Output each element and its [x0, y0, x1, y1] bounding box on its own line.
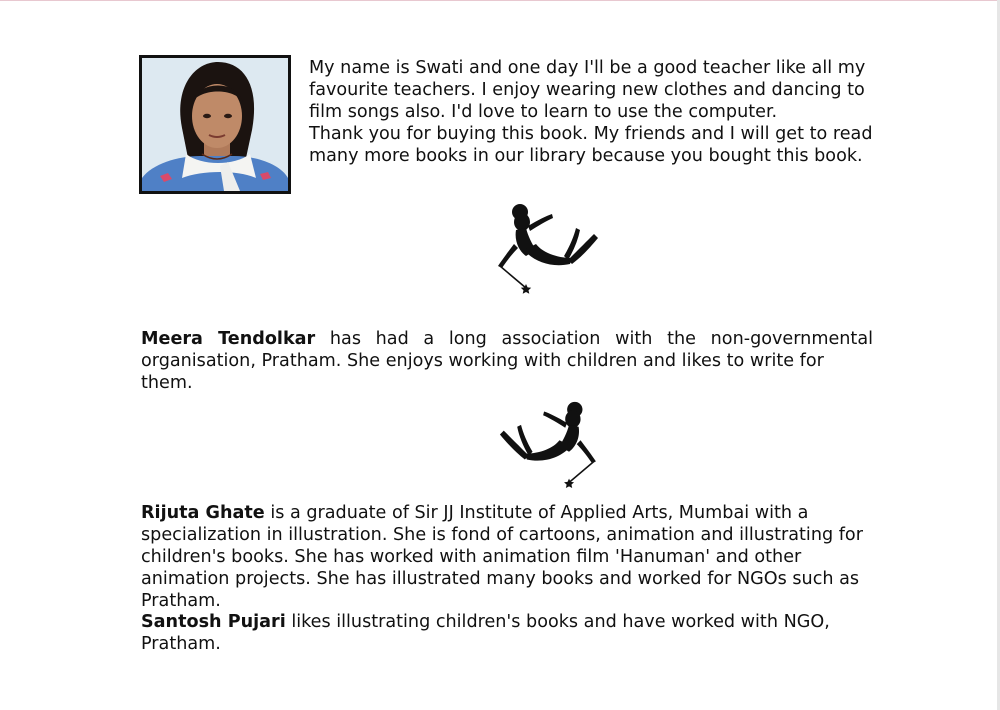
- bio-line: organisation, Pratham. She enjoys working with children and likes to write for: [141, 351, 824, 371]
- author-name: Rijuta Ghate: [141, 503, 265, 523]
- swati-note-line: My name is Swati and one day I'll be a good teacher like all my: [309, 58, 866, 78]
- swati-note-line: favourite teachers. I enjoy wearing new clothes and dancing to: [309, 80, 865, 100]
- bio-line: children's books. She has worked with animation film 'Hanuman' and other: [141, 547, 802, 567]
- student-portrait-photo: [139, 55, 291, 194]
- swati-note: [309, 57, 949, 167]
- author-name: Santosh Pujari: [141, 612, 286, 632]
- bio-text: is a graduate of Sir JJ Institute of Applied Arts, Mumbai with a: [264, 503, 809, 523]
- bio-line: specialization in illustration. She is fond of cartoons, animation and illustrating for: [141, 525, 863, 545]
- swati-note-line: film songs also. I'd love to learn to use the computer.: [309, 102, 778, 122]
- bio-rijuta-ghate: [141, 502, 901, 612]
- bio-line: Pratham.: [141, 591, 221, 611]
- flying-fairy-icon: [484, 398, 608, 494]
- bio-line: [141, 328, 873, 350]
- bio-text: likes illustrating children's books and have worked with NGO,: [285, 612, 830, 632]
- bio-line: [141, 502, 901, 524]
- author-name: Meera Tendolkar: [141, 329, 316, 349]
- bio-meera-tendolkar: [141, 328, 873, 394]
- swati-note-line: Thank you for buying this book. My friends and I will get to read: [309, 124, 873, 144]
- bio-text: has had a long association with the non-governmental: [315, 329, 873, 349]
- bio-line: Pratham.: [141, 634, 221, 654]
- bio-santosh-pujari: [141, 611, 901, 655]
- bio-line: them.: [141, 373, 193, 393]
- flying-fairy-icon: [490, 200, 610, 300]
- swati-note-line: many more books in our library because you bought this book.: [309, 146, 863, 166]
- bio-line: [141, 611, 901, 633]
- bio-line: animation projects. She has illustrated many books and worked for NGOs such as: [141, 569, 860, 589]
